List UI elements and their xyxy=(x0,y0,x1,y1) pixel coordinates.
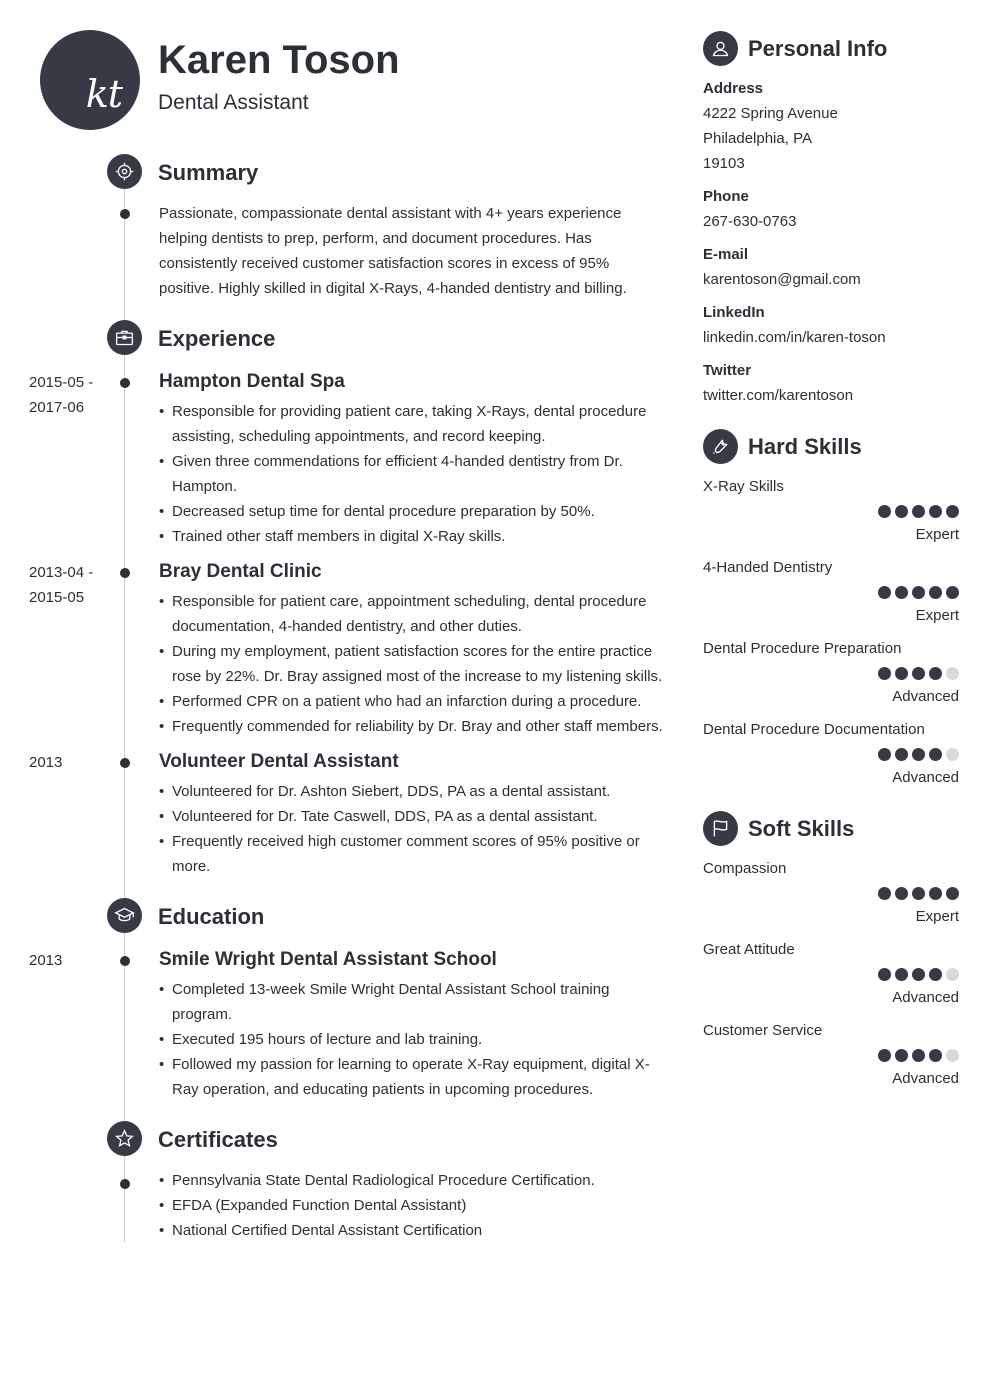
rating-dot-filled xyxy=(912,748,925,761)
skill-rating xyxy=(878,968,959,981)
entry-title: Volunteer Dental Assistant xyxy=(159,751,399,772)
twitter-value: twitter.com/karentoson xyxy=(703,387,854,404)
briefcase-icon xyxy=(107,320,142,355)
rating-dot-filled xyxy=(929,586,942,599)
rating-dot-filled xyxy=(895,968,908,981)
section-title-certificates: Certificates xyxy=(158,1127,278,1152)
skill-rating xyxy=(878,505,959,518)
section-title-personal-info: Personal Info xyxy=(748,36,888,61)
rating-dot-filled xyxy=(929,505,942,518)
list-item: • National Certified Dental Assistant Certification xyxy=(159,1218,669,1243)
rating-dot-filled xyxy=(912,968,925,981)
target-icon xyxy=(107,154,142,189)
linkedin-label: LinkedIn xyxy=(703,304,765,321)
skill-name: 4-Handed Dentistry xyxy=(703,559,833,576)
rating-dot-filled xyxy=(895,586,908,599)
list-item: • Volunteered for Dr. Tate Caswell, DDS, PA as a dental assistant. xyxy=(159,804,669,829)
entry-title: Bray Dental Clinic xyxy=(159,561,322,582)
section-title-soft-skills: Soft Skills xyxy=(748,816,855,841)
avatar xyxy=(40,30,140,130)
list-item: • Frequently received high customer comment scores of 95% positive or more. xyxy=(159,829,669,879)
rating-dot-filled xyxy=(912,1049,925,1062)
user-icon xyxy=(703,31,738,66)
skill-level: Advanced xyxy=(892,1070,959,1087)
rating-dot-filled xyxy=(929,968,942,981)
list-item: • Trained other staff members in digital X-Ray skills. xyxy=(159,524,669,549)
entry-bullets xyxy=(159,589,669,739)
entry-date: 2013-04 - 2015-05 xyxy=(29,564,94,606)
rating-dot-filled xyxy=(895,505,908,518)
entry-bullets xyxy=(159,399,669,549)
entry-title: Hampton Dental Spa xyxy=(159,371,345,392)
section-title-summary: Summary xyxy=(158,160,259,185)
rating-dot-filled xyxy=(929,667,942,680)
timeline-dot xyxy=(120,378,130,388)
skill-rating xyxy=(878,667,959,680)
rating-dot-filled xyxy=(878,667,891,680)
rating-dot-empty xyxy=(946,968,959,981)
rating-dot-filled xyxy=(929,887,942,900)
entry-title: Smile Wright Dental Assistant School xyxy=(159,949,497,970)
list-item: • Responsible for patient care, appointment scheduling, dental procedure documentation, 4-handed dentistry, and other duties. xyxy=(159,589,669,639)
skill-rating xyxy=(878,586,959,599)
list-item: • EFDA (Expanded Function Dental Assistant) xyxy=(159,1193,669,1218)
skill-level: Advanced xyxy=(892,989,959,1006)
skill-level: Advanced xyxy=(892,769,959,786)
address-line: 19103 xyxy=(703,155,745,172)
timeline-dot xyxy=(120,758,130,768)
list-item: • Given three commendations for efficient 4-handed dentistry from Dr. Hampton. xyxy=(159,449,669,499)
skill-level: Expert xyxy=(915,607,959,624)
rating-dot-filled xyxy=(895,667,908,680)
phone-value: 267-630-0763 xyxy=(703,213,797,230)
flag-icon xyxy=(703,811,738,846)
list-item: • Followed my passion for learning to operate X-Ray equipment, digital X-Ray operation, and educating patients in upcoming procedures. xyxy=(159,1052,669,1102)
candidate-role: Dental Assistant xyxy=(158,91,309,114)
entry-date: 2013 xyxy=(29,754,63,771)
rating-dot-filled xyxy=(878,586,891,599)
rating-dot-filled xyxy=(912,505,925,518)
skill-name: Great Attitude xyxy=(703,941,795,958)
entry-bullets xyxy=(159,779,669,879)
rating-dot-empty xyxy=(946,667,959,680)
email-label: E-mail xyxy=(703,246,749,263)
list-item: • During my employment, patient satisfaction scores for the entire practice rose by 22%. Dr. Bray assigned most of the increase to my listening skills. xyxy=(159,639,669,689)
rating-dot-filled xyxy=(946,586,959,599)
rating-dot-empty xyxy=(946,1049,959,1062)
skill-rating xyxy=(878,748,959,761)
timeline-dot xyxy=(120,568,130,578)
rating-dot-filled xyxy=(895,1049,908,1062)
skill-name: X-Ray Skills xyxy=(703,478,784,495)
address-line: Philadelphia, PA xyxy=(703,130,812,147)
address-label: Address xyxy=(703,80,764,97)
rating-dot-filled xyxy=(878,968,891,981)
rating-dot-filled xyxy=(878,505,891,518)
rating-dot-filled xyxy=(946,505,959,518)
rating-dot-filled xyxy=(946,887,959,900)
entry-date: 2013 xyxy=(29,952,63,969)
timeline-dot xyxy=(120,209,130,219)
address-line: 4222 Spring Avenue xyxy=(703,105,838,122)
phone-label: Phone xyxy=(703,188,749,205)
rating-dot-filled xyxy=(912,586,925,599)
skill-name: Compassion xyxy=(703,860,787,877)
skill-rating xyxy=(878,887,959,900)
twitter-label: Twitter xyxy=(703,362,752,379)
list-item: • Performed CPR on a patient who had an infarction during a procedure. xyxy=(159,689,669,714)
timeline-dot xyxy=(120,1179,130,1189)
skill-level: Expert xyxy=(915,908,959,925)
list-item: • Responsible for providing patient care, taking X-Rays, dental procedure assisting, scheduling appointments, and record keeping. xyxy=(159,399,669,449)
entry-date: 2015-05 - 2017-06 xyxy=(29,374,94,416)
section-title-hard-skills: Hard Skills xyxy=(748,434,862,459)
candidate-name: Karen Toson xyxy=(158,38,400,82)
list-item: • Completed 13-week Smile Wright Dental Assistant School training program. xyxy=(159,977,669,1027)
wrench-icon xyxy=(703,429,738,464)
rating-dot-empty xyxy=(946,748,959,761)
rating-dot-filled xyxy=(878,887,891,900)
entry-bullets xyxy=(159,977,669,1102)
rating-dot-filled xyxy=(929,748,942,761)
skill-name: Dental Procedure Preparation xyxy=(703,640,902,657)
rating-dot-filled xyxy=(895,748,908,761)
rating-dot-filled xyxy=(878,1049,891,1062)
star-icon xyxy=(107,1121,142,1156)
rating-dot-filled xyxy=(929,1049,942,1062)
skill-level: Expert xyxy=(915,526,959,543)
section-title-experience: Experience xyxy=(158,326,276,351)
list-item: • Frequently commended for reliability by Dr. Bray and other staff members. xyxy=(159,714,669,739)
list-item: • Executed 195 hours of lecture and lab training. xyxy=(159,1027,669,1052)
list-item: • Decreased setup time for dental procedure preparation by 50%. xyxy=(159,499,669,524)
certificates-list xyxy=(159,1168,669,1243)
skill-name: Customer Service xyxy=(703,1022,823,1039)
skill-level: Advanced xyxy=(892,688,959,705)
email-value: karentoson@gmail.com xyxy=(703,271,861,288)
rating-dot-filled xyxy=(912,667,925,680)
rating-dot-filled xyxy=(912,887,925,900)
avatar-initials: kt xyxy=(85,72,122,116)
list-item: • Pennsylvania State Dental Radiological Procedure Certification. xyxy=(159,1168,669,1193)
list-item: • Volunteered for Dr. Ashton Siebert, DDS, PA as a dental assistant. xyxy=(159,779,669,804)
section-title-education: Education xyxy=(158,904,265,929)
timeline-dot xyxy=(120,956,130,966)
rating-dot-filled xyxy=(895,887,908,900)
linkedin-value: linkedin.com/in/karen-toson xyxy=(703,329,886,346)
skill-name: Dental Procedure Documentation xyxy=(703,721,925,738)
skill-rating xyxy=(878,1049,959,1062)
summary-text: Passionate, compassionate dental assistant with 4+ years experience helping dentists to prep, perform, and document procedures. Has consistently received customer satisfaction scores in excess of 95% positive. Highly skilled in digital X-Rays, 4-handed dentistry and billing. xyxy=(159,205,627,297)
rating-dot-filled xyxy=(878,748,891,761)
graduation-cap-icon xyxy=(107,898,142,933)
